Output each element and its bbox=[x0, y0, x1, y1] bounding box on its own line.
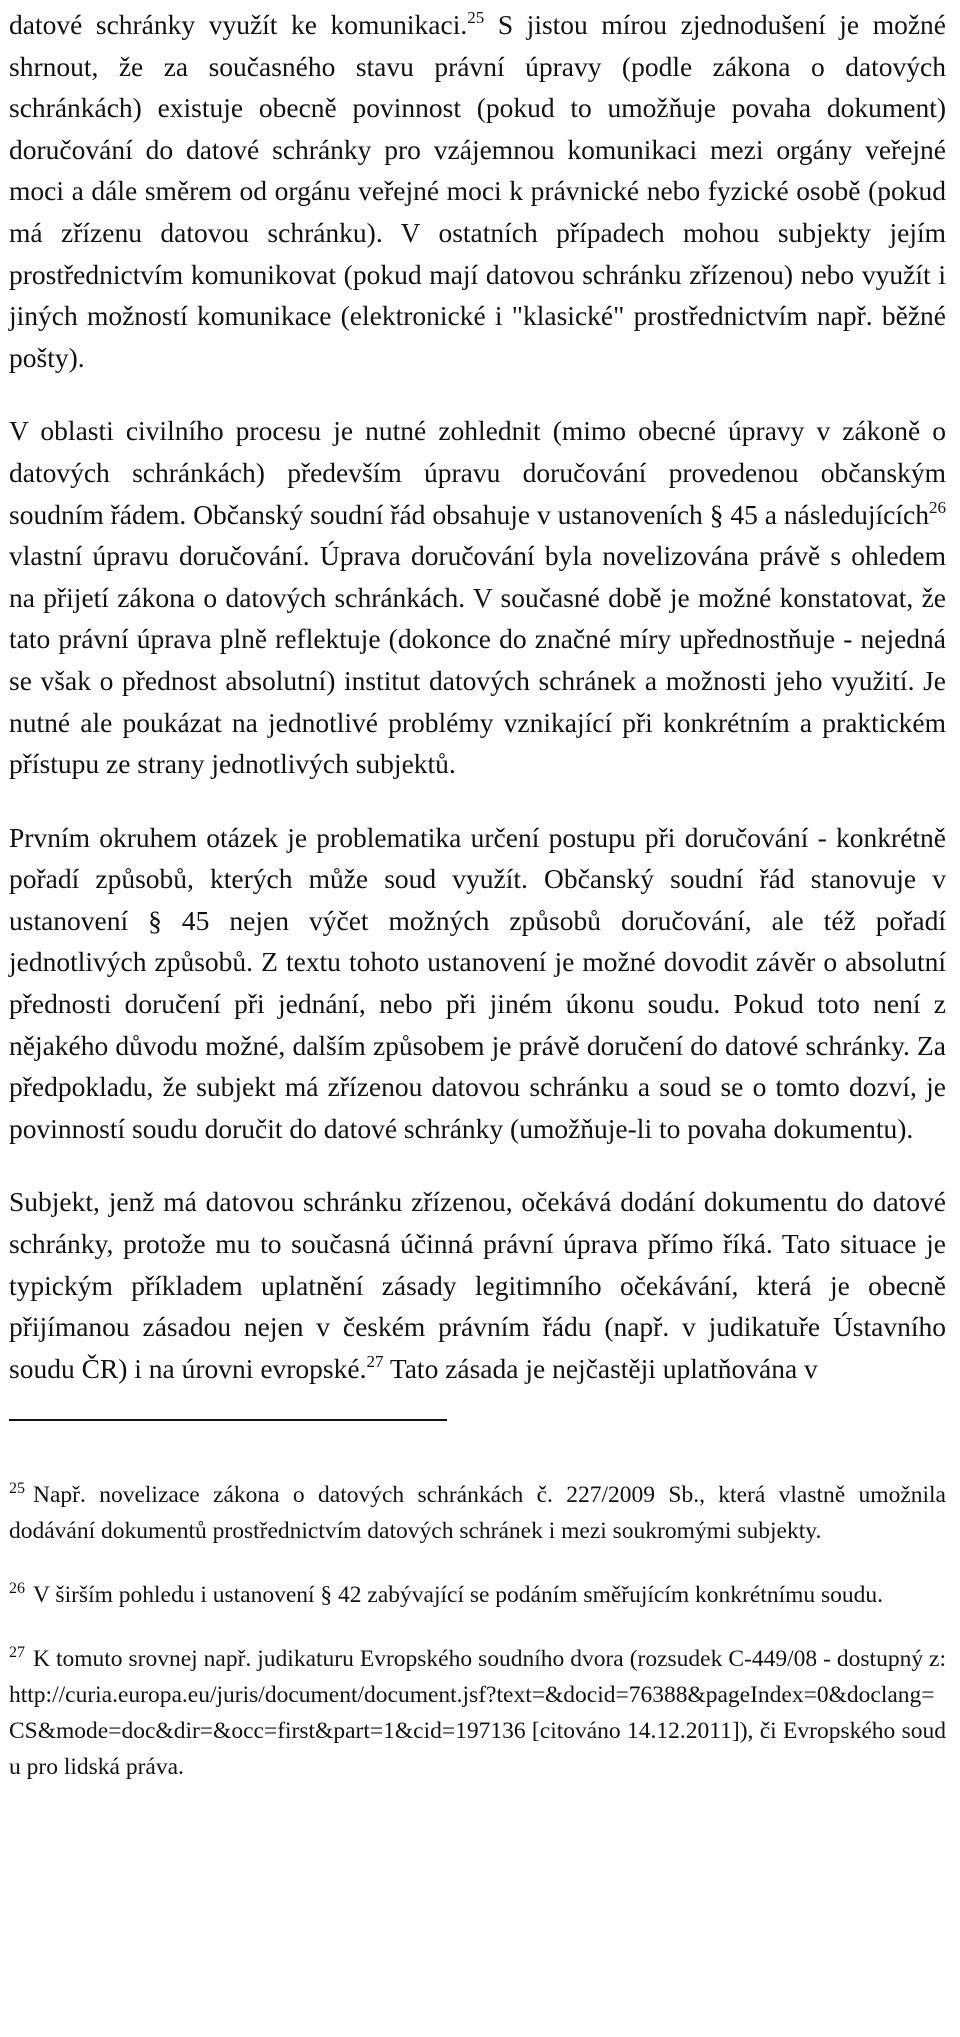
body-paragraph-4 bbox=[9, 1181, 946, 1389]
footnote-text: K tomuto srovnej např. judikaturu Evropského soudního dvora (rozsudek C-449/08 - dostupný z: http://curia.europa.eu/juris/document/document.jsf?text=&docid=76388&pageIndex=0&doclang=CS&mode=doc&dir=&occ=first&part=1&cid=197136 [citováno 14.12.2011]), či Evropského soudu pro lidská práva. bbox=[9, 1646, 946, 1781]
paragraph-text: S jistou mírou zjednodušení je možné shrnout, že za současného stavu právní úpravy (podle zákona o datových schránkách) existuje obecně povinnost (pokud to umožňuje povaha dokument) doručování do datové schránky pro vzájemnou komunikaci mezi orgány veřejné moci a dále směrem od orgánu veřejné moci k právnické nebo fyzické osobě (pokud má zřízenu datovou schránku). V ostatních případech mohou subjekty jejím prostřednictvím komunikovat (pokud mají datovou schránku zřízenou) nebo využít i jiných možností komunikace (elektronické i "klasické" prostřednictvím např. běžné pošty). bbox=[9, 9, 946, 373]
paragraph-text: datové schránky využít ke komunikaci. bbox=[9, 9, 468, 40]
footnote-text: Např. novelizace zákona o datových schránkách č. 227/2009 Sb., která vlastně umožnila dodávání dokumentů prostřednictvím datových schránek i mezi soukromými subjekty. bbox=[9, 1482, 946, 1545]
paragraph-text: Subjekt, jenž má datovou schránku zřízenou, očekává dodání dokumentu do datové schránky, protože mu to současná účinná právní úprava přímo říká. Tato situace je typickým příkladem uplatnění zásady legitimního očekávání, která je obecně přijímanou zásadou nejen v českém právním řádu (např. v judikatuře Ústavního soudu ČR) i na úrovni evropské. bbox=[9, 1186, 946, 1384]
footnotes-section bbox=[9, 1477, 946, 1785]
footnote-number: 26 bbox=[9, 1580, 25, 1598]
footnote-separator bbox=[9, 1419, 447, 1421]
body-paragraph-3 bbox=[9, 817, 946, 1150]
footnote-27 bbox=[9, 1641, 946, 1785]
footnote-reference-25[interactable]: 25 bbox=[467, 8, 485, 27]
body-paragraph-2 bbox=[9, 410, 946, 784]
paragraph-text: V oblasti civilního procesu je nutné zohlednit (mimo obecné úpravy v zákoně o datových schránkách) především úpravu doručování provedenou občanským soudním řádem. Občanský soudní řád obsahuje v ustanoveních § 45 a následujících bbox=[9, 415, 946, 530]
footnote-number: 27 bbox=[9, 1644, 25, 1662]
footnote-text: V širším pohledu i ustanovení § 42 zabývající se podáním směřujícím konkrétnímu soudu. bbox=[33, 1582, 884, 1609]
paragraph-text: vlastní úpravu doručování. Úprava doručování byla novelizována právě s ohledem na přijetí zákona o datových schránkách. V současné době je možné konstatovat, že tato právní úprava plně reflektuje (dokonce do značné míry upřednostňuje - nejedná se však o přednost absolutní) institut datových schránek a možnosti jeho využití. Je nutné ale poukázat na jednotlivé problémy vznikající při konkrétním a praktickém přístupu ze strany jednotlivých subjektů. bbox=[9, 540, 946, 780]
footnote-reference-27[interactable]: 27 bbox=[366, 1351, 384, 1371]
paragraph-text: Tato zásada je nejčastěji uplatňována v bbox=[383, 1352, 818, 1384]
footnote-number: 25 bbox=[9, 1480, 25, 1498]
paragraph-text: Prvním okruhem otázek je problematika určení postupu při doručování - konkrétně pořadí způsobů, kterých může soud využít. Občanský soudní řád stanovuje v ustanovení § 45 nejen výčet možných způsobů doručování, ale též pořadí jednotlivých způsobů. Z textu tohoto ustanovení je možné dovodit závěr o absolutní přednosti doručení při jednání, nebo při jiném úkonu soudu. Pokud toto není z nějakého důvodu možné, dalším způsobem je právě doručení do datové schránky. Za předpokladu, že subjekt má zřízenou datovou schránku a soud se o tomto dozví, je povinností soudu doručit do datové schránky (umožňuje-li to povaha dokumentu). bbox=[9, 821, 946, 1144]
footnote-25 bbox=[9, 1477, 946, 1549]
footnote-26 bbox=[9, 1577, 946, 1613]
footnote-reference-26[interactable]: 26 bbox=[929, 497, 946, 517]
body-paragraph-1 bbox=[9, 4, 946, 378]
